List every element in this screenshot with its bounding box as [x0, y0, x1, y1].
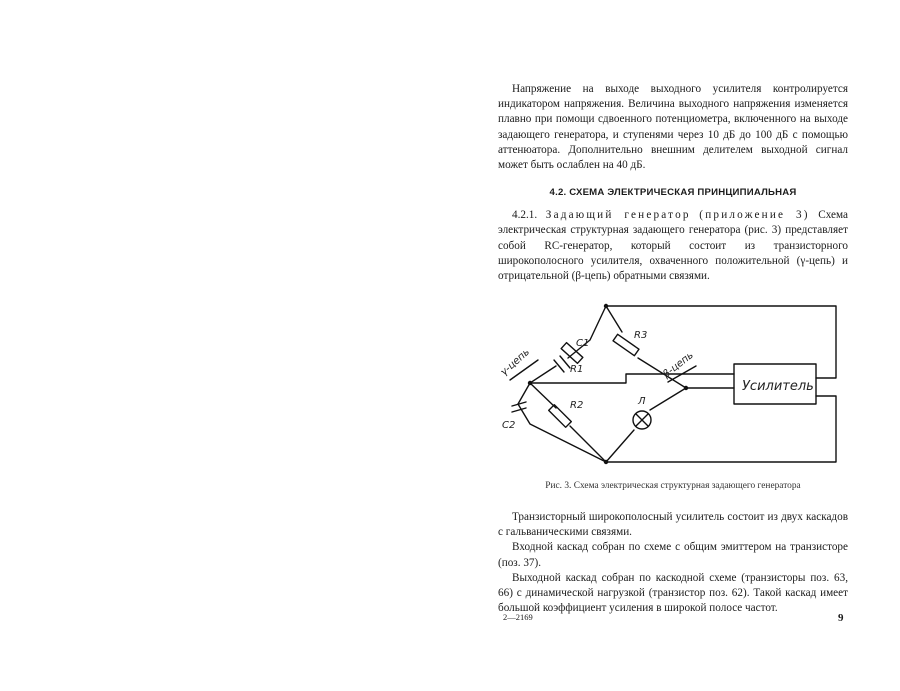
- node-top: [604, 304, 608, 308]
- c1-label: C1: [576, 338, 590, 349]
- lamp-label: Л: [638, 396, 646, 407]
- intro-paragraph: Напряжение на выходе выходного усилителя контролируется индикатором напряжения. Величина выходного напряжения изменяется плавно при помощи сдвоенного потенциометра, включенного на выходе задающего генератора, и ступенями через 10 дБ до 100 дБ с помощью аттенюатора. Дополнительно внешним делителем выходной сигнал может быть ослаблен на 40 дБ.: [498, 83, 848, 172]
- wire-left-to-amp: [530, 374, 734, 383]
- intro-block: [498, 82, 848, 284]
- r3-label: R3: [634, 330, 648, 341]
- subsection-title: Задающий генератор: [545, 209, 691, 222]
- lower-block: [498, 510, 848, 616]
- r1-label: R1: [570, 364, 584, 375]
- page-number: 9: [838, 612, 844, 624]
- lamp-cross: [636, 414, 648, 426]
- lower-paragraph-3: Выходной каскад собран по каскодной схеме (транзисторы поз. 63, 66) с динамической нагрузкой (транзистор поз. 62). Такой каскад имеет большой коэффициент усиления в широкой полосе частот.: [498, 571, 848, 615]
- wire-left-to-parallel: [518, 383, 606, 462]
- lower-paragraph-1: Транзисторный широкополосный усилитель состоит из двух каскадов с гальваническими связями.: [498, 511, 848, 539]
- wire-bottom-to-lamp: [606, 430, 634, 462]
- r2-label: R2: [570, 400, 584, 411]
- c2-label: C2: [502, 420, 516, 431]
- amplifier-label: Усилитель: [742, 379, 814, 394]
- node-right: [684, 386, 688, 390]
- node-bottom: [604, 460, 608, 464]
- wire-c1-to-r1: [568, 306, 606, 358]
- wire-lamp-to-right: [650, 388, 686, 410]
- subsection-paragraph: [498, 208, 848, 284]
- circuit-diagram: [498, 296, 848, 474]
- subsection-ref: (приложение 3): [699, 209, 810, 222]
- footer-signature: 2—2169: [503, 612, 533, 622]
- r2-symbol: [549, 405, 572, 428]
- figure-caption: Рис. 3. Схема электрическая структурная задающего генератора: [545, 481, 801, 491]
- wire-top-to-r3: [606, 306, 622, 332]
- wire-left-to-c1: [530, 366, 556, 383]
- node-left: [528, 381, 532, 385]
- subsection-text: Схема электрическая структурная задающего генератора (рис. 3) представляет собой RC-генератор, который состоит из транзисторного широкополосного усилителя, охваченного положительной (γ-цепь) и отрицательной (β-цепь) обратными связями.: [498, 209, 848, 283]
- wire-r2-branch: [530, 383, 556, 408]
- wire-r2-branch-end: [570, 426, 606, 462]
- top-feedback-wire: [606, 306, 836, 378]
- beta-label: β-цепь: [661, 349, 696, 381]
- gamma-label: γ-цепь: [498, 346, 532, 379]
- section-heading: 4.2. СХЕМА ЭЛЕКТРИЧЕСКАЯ ПРИНЦИПИАЛЬНАЯ: [549, 187, 797, 199]
- lower-paragraph-2: Входной каскад собран по схеме с общим эмиттером на транзисторе (поз. 37).: [498, 541, 848, 569]
- subsection-number: 4.2.1.: [512, 209, 538, 222]
- circuit-figure: [498, 296, 848, 474]
